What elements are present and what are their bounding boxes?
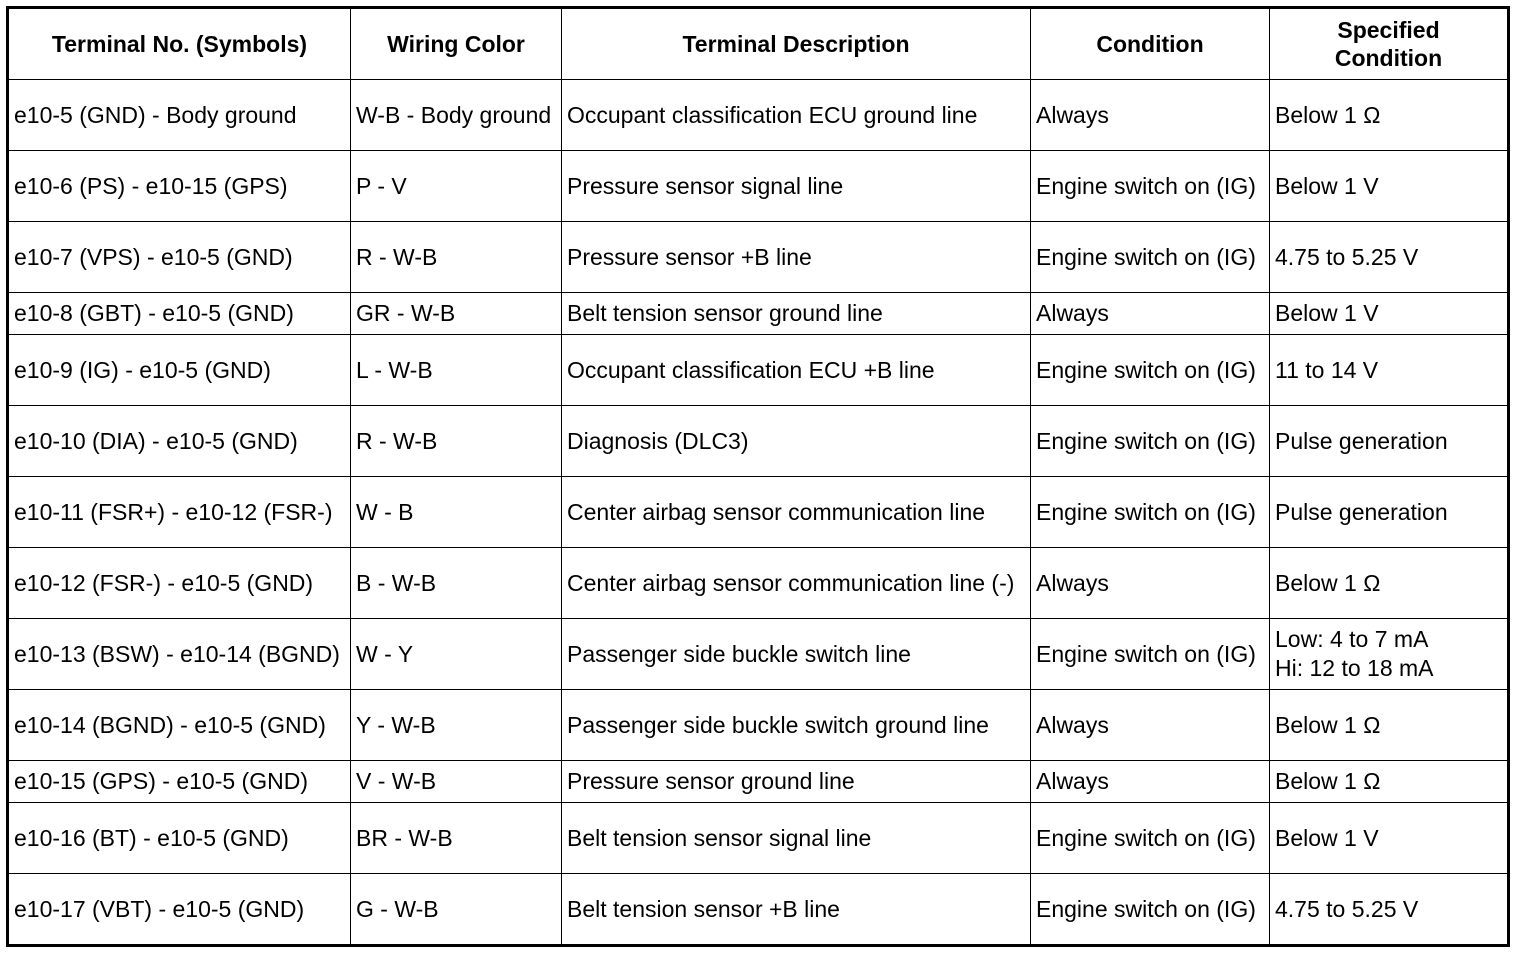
cell-terminal-description: Pressure sensor +B line xyxy=(562,222,1031,293)
cell-terminal-no: e10-17 (VBT) - e10-5 (GND) xyxy=(8,874,351,946)
cell-terminal-no: e10-9 (IG) - e10-5 (GND) xyxy=(8,335,351,406)
cell-terminal-description: Occupant classification ECU +B line xyxy=(562,335,1031,406)
cell-wiring-color: G - W-B xyxy=(351,874,562,946)
cell-wiring-color: W - B xyxy=(351,477,562,548)
specified-value: Hi: 12 to 18 mA xyxy=(1275,655,1434,681)
cell-terminal-no: e10-11 (FSR+) - e10-12 (FSR-) xyxy=(8,477,351,548)
cell-specified-condition xyxy=(1270,690,1509,761)
cell-specified-condition xyxy=(1270,761,1509,803)
table-header-row xyxy=(8,8,1509,80)
cell-terminal-no: e10-12 (FSR-) - e10-5 (GND) xyxy=(8,548,351,619)
cell-wiring-color: W - Y xyxy=(351,619,562,690)
cell-condition: Engine switch on (IG) xyxy=(1031,222,1270,293)
cell-condition: Always xyxy=(1031,80,1270,151)
cell-terminal-description: Diagnosis (DLC3) xyxy=(562,406,1031,477)
cell-terminal-description: Pressure sensor signal line xyxy=(562,151,1031,222)
table-row xyxy=(8,406,1509,477)
table-row xyxy=(8,477,1509,548)
cell-condition: Always xyxy=(1031,293,1270,335)
cell-condition: Engine switch on (IG) xyxy=(1031,406,1270,477)
header-specified-condition: Specified Condition xyxy=(1270,8,1509,80)
header-condition: Condition xyxy=(1031,8,1270,80)
cell-terminal-description: Occupant classification ECU ground line xyxy=(562,80,1031,151)
cell-condition: Always xyxy=(1031,761,1270,803)
cell-condition: Always xyxy=(1031,548,1270,619)
table-row xyxy=(8,690,1509,761)
cell-terminal-description: Passenger side buckle switch line xyxy=(562,619,1031,690)
table-row xyxy=(8,761,1509,803)
specified-value: Below 1 V xyxy=(1275,824,1379,851)
table-row xyxy=(8,335,1509,406)
cell-terminal-no: e10-5 (GND) - Body ground xyxy=(8,80,351,151)
cell-specified-condition xyxy=(1270,619,1509,690)
specified-value: Pulse generation xyxy=(1275,498,1448,525)
cell-terminal-description: Belt tension sensor ground line xyxy=(562,293,1031,335)
cell-condition: Engine switch on (IG) xyxy=(1031,477,1270,548)
cell-terminal-description: Center airbag sensor communication line xyxy=(562,477,1031,548)
header-terminal-description: Terminal Description xyxy=(562,8,1031,80)
specified-value: Below 1 Ω xyxy=(1275,101,1381,128)
specified-value: 4.75 to 5.25 V xyxy=(1275,243,1419,270)
cell-terminal-description: Belt tension sensor +B line xyxy=(562,874,1031,946)
cell-wiring-color: Y - W-B xyxy=(351,690,562,761)
header-terminal-no: Terminal No. (Symbols) xyxy=(8,8,351,80)
cell-terminal-no: e10-15 (GPS) - e10-5 (GND) xyxy=(8,761,351,803)
cell-wiring-color: BR - W-B xyxy=(351,803,562,874)
cell-specified-condition xyxy=(1270,406,1509,477)
table-row xyxy=(8,222,1509,293)
cell-wiring-color: V - W-B xyxy=(351,761,562,803)
cell-terminal-description: Passenger side buckle switch ground line xyxy=(562,690,1031,761)
cell-specified-condition xyxy=(1270,335,1509,406)
specified-value: Below 1 Ω xyxy=(1275,569,1381,596)
cell-specified-condition xyxy=(1270,477,1509,548)
specified-value: Pulse generation xyxy=(1275,427,1448,454)
specified-value: 11 to 14 V xyxy=(1275,356,1379,383)
cell-condition: Always xyxy=(1031,690,1270,761)
specified-value: Below 1 V xyxy=(1275,172,1379,199)
cell-terminal-no: e10-7 (VPS) - e10-5 (GND) xyxy=(8,222,351,293)
table-row xyxy=(8,151,1509,222)
cell-wiring-color: W-B - Body ground xyxy=(351,80,562,151)
table-row xyxy=(8,293,1509,335)
cell-terminal-no: e10-6 (PS) - e10-15 (GPS) xyxy=(8,151,351,222)
specified-value: Below 1 V xyxy=(1275,300,1379,326)
cell-terminal-description: Pressure sensor ground line xyxy=(562,761,1031,803)
table-row xyxy=(8,619,1509,690)
cell-specified-condition xyxy=(1270,80,1509,151)
cell-specified-condition xyxy=(1270,874,1509,946)
table-body xyxy=(8,80,1509,946)
cell-terminal-no: e10-8 (GBT) - e10-5 (GND) xyxy=(8,293,351,335)
cell-wiring-color: L - W-B xyxy=(351,335,562,406)
cell-specified-condition xyxy=(1270,222,1509,293)
cell-condition: Engine switch on (IG) xyxy=(1031,803,1270,874)
table-row xyxy=(8,803,1509,874)
cell-specified-condition xyxy=(1270,293,1509,335)
cell-specified-condition xyxy=(1270,151,1509,222)
cell-wiring-color: R - W-B xyxy=(351,222,562,293)
cell-terminal-no: e10-14 (BGND) - e10-5 (GND) xyxy=(8,690,351,761)
cell-wiring-color: GR - W-B xyxy=(351,293,562,335)
specified-value: Below 1 Ω xyxy=(1275,711,1381,738)
cell-condition: Engine switch on (IG) xyxy=(1031,874,1270,946)
cell-wiring-color: P - V xyxy=(351,151,562,222)
specified-value: Below 1 Ω xyxy=(1275,768,1381,794)
cell-condition: Engine switch on (IG) xyxy=(1031,335,1270,406)
cell-terminal-no: e10-10 (DIA) - e10-5 (GND) xyxy=(8,406,351,477)
cell-terminal-description: Center airbag sensor communication line (-) xyxy=(562,548,1031,619)
table-row xyxy=(8,874,1509,946)
cell-terminal-no: e10-16 (BT) - e10-5 (GND) xyxy=(8,803,351,874)
header-wiring-color: Wiring Color xyxy=(351,8,562,80)
cell-specified-condition xyxy=(1270,548,1509,619)
cell-specified-condition xyxy=(1270,803,1509,874)
cell-wiring-color: R - W-B xyxy=(351,406,562,477)
specified-value: 4.75 to 5.25 V xyxy=(1275,895,1419,922)
specified-value: Low: 4 to 7 mA xyxy=(1275,626,1429,652)
cell-terminal-no: e10-13 (BSW) - e10-14 (BGND) xyxy=(8,619,351,690)
cell-terminal-description: Belt tension sensor signal line xyxy=(562,803,1031,874)
cell-condition: Engine switch on (IG) xyxy=(1031,151,1270,222)
terminal-spec-sheet xyxy=(6,6,1507,960)
terminal-spec-table xyxy=(6,6,1510,947)
table-row xyxy=(8,548,1509,619)
table-row xyxy=(8,80,1509,151)
cell-wiring-color: B - W-B xyxy=(351,548,562,619)
cell-condition: Engine switch on (IG) xyxy=(1031,619,1270,690)
